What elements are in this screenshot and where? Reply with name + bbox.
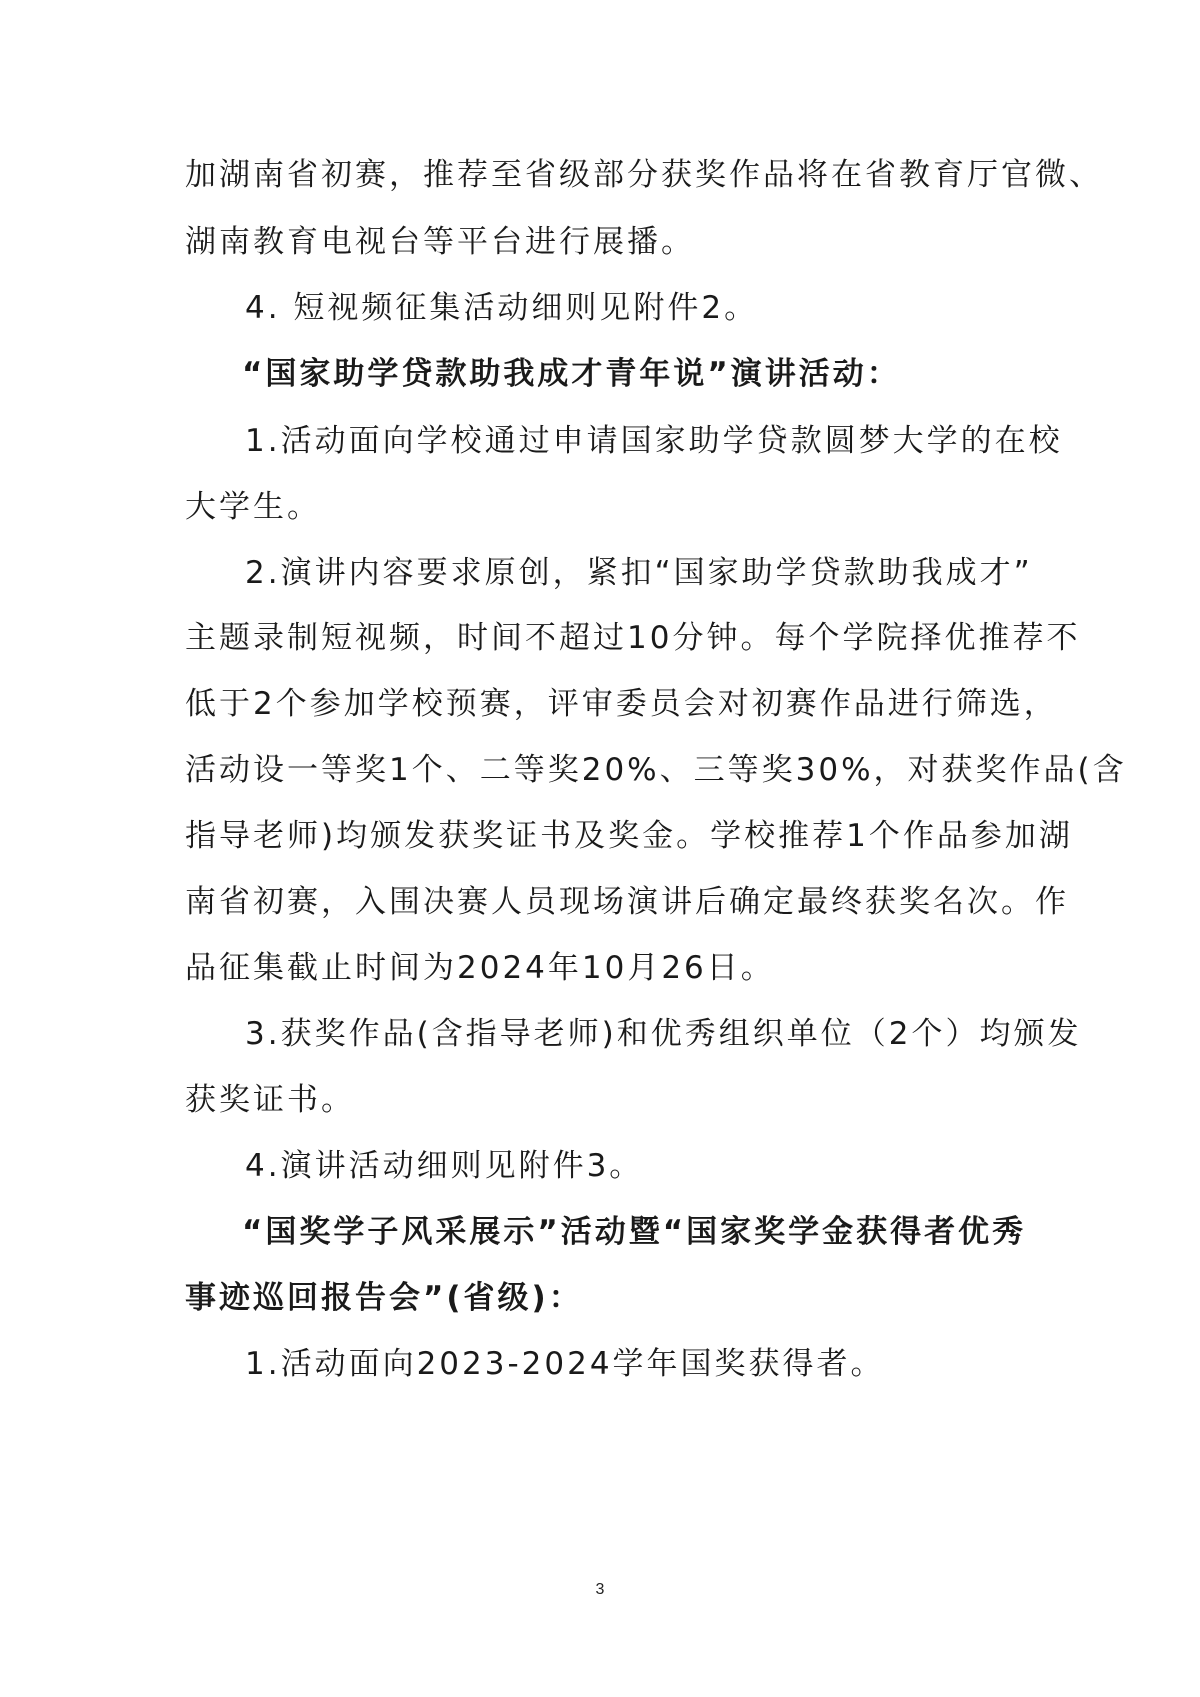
paragraph-line: 活动设一等奖1个、二等奖20%、三等奖30%，对获奖作品(含 [185, 752, 1127, 788]
paragraph-line: 获奖证书。 [185, 1082, 355, 1118]
list-item-line: 4.演讲活动细则见附件3。 [245, 1148, 644, 1184]
page-number: 3 [595, 1581, 605, 1598]
paragraph-line: 加湖南省初赛，推荐至省级部分获奖作品将在省教育厅官微、 [185, 157, 1103, 193]
paragraph-line: 大学生。 [185, 489, 321, 525]
paragraph-line: 品征集截止时间为2024年10月26日。 [185, 950, 775, 986]
list-item-line: 3.获奖作品(含指导老师)和优秀组织单位（2个）均颁发 [245, 1016, 1082, 1052]
list-item-line: 1.活动面向学校通过申请国家助学贷款圆梦大学的在校 [245, 423, 1063, 459]
list-item-line: 1.活动面向2023-2024学年国奖获得者。 [245, 1346, 885, 1382]
section-heading: “国家助学贷款助我成才青年说”演讲活动： [242, 356, 901, 392]
list-item-line: 2.演讲内容要求原创，紧扣“国家助学贷款助我成才” [245, 555, 1033, 591]
paragraph-line: 指导老师)均颁发获奖证书及奖金。学校推荐1个作品参加湖 [185, 818, 1073, 854]
paragraph-line: 主题录制短视频，时间不超过10分钟。每个学院择优推荐不 [185, 620, 1081, 656]
section-heading-continued: 事迹巡回报告会”(省级)： [185, 1280, 583, 1316]
section-heading: “国奖学子风采展示”活动暨“国家奖学金获得者优秀 [242, 1214, 1027, 1250]
paragraph-line: 湖南教育电视台等平台进行展播。 [185, 224, 695, 260]
paragraph-line: 低于2个参加学校预赛，评审委员会对初赛作品进行筛选， [185, 686, 1058, 722]
paragraph-line: 南省初赛，入围决赛人员现场演讲后确定最终获奖名次。作 [185, 884, 1069, 920]
list-item-line: 4. 短视频征集活动细则见附件2。 [245, 290, 759, 326]
